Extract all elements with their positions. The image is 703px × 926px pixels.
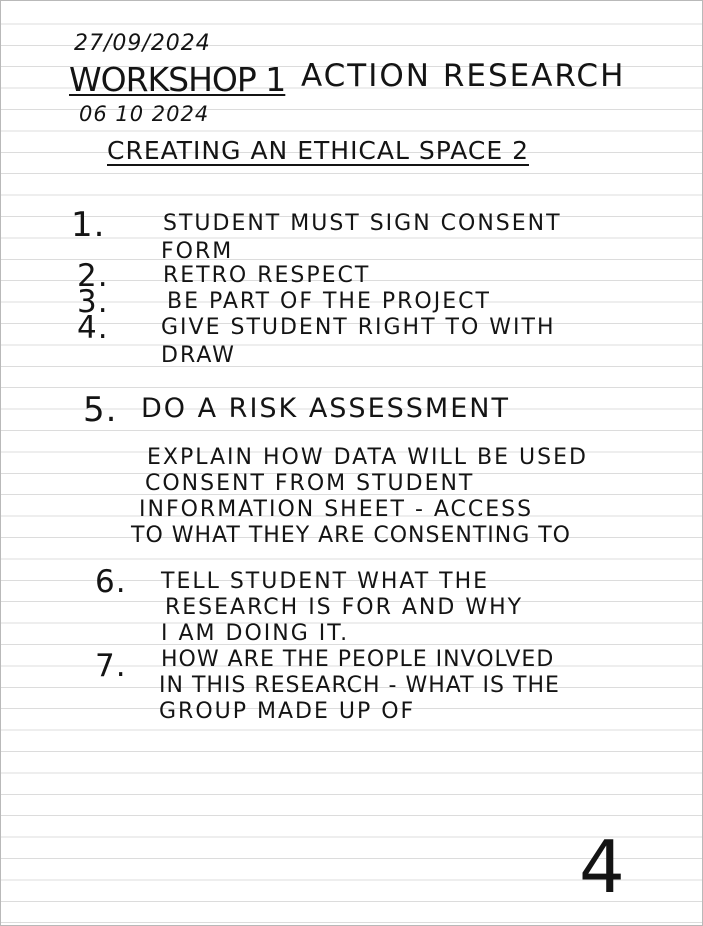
page-subtitle: CREATING AN ETHICAL SPACE 2 <box>107 136 529 165</box>
item-number: 1. <box>71 205 106 245</box>
list-item-line: BE PART OF THE PROJECT <box>167 289 491 314</box>
list-item-line: I AM DOING IT. <box>161 621 350 646</box>
list-item-line: DRAW <box>161 343 236 368</box>
date-top: 27/09/2024 <box>74 31 211 56</box>
list-item-line: GROUP MADE UP OF <box>159 699 416 724</box>
page-title: ACTION RESEARCH <box>301 58 626 94</box>
item-number: 7. <box>95 648 127 684</box>
list-item-line: CONSENT FROM STUDENT <box>145 471 475 496</box>
item-number: 2. <box>77 258 109 294</box>
list-item-line: STUDENT MUST SIGN CONSENT <box>163 211 562 236</box>
list-item-line: TO WHAT THEY ARE CONSENTING TO <box>131 523 571 548</box>
page-number: 4 <box>579 825 625 909</box>
list-item-line: TELL STUDENT WHAT THE <box>161 569 490 594</box>
list-item-line: FORM <box>161 239 234 264</box>
item-number: 6. <box>95 564 127 600</box>
list-item-line: INFORMATION SHEET - ACCESS <box>139 497 534 522</box>
list-item-line: RESEARCH IS FOR AND WHY <box>165 595 524 620</box>
list-item-line: GIVE STUDENT RIGHT TO WITH <box>161 315 556 340</box>
date-bottom: 06 10 2024 <box>79 102 210 126</box>
workshop-heading: WORKSHOP 1 <box>69 60 286 99</box>
list-item-line: DO A RISK ASSESSMENT <box>141 393 510 424</box>
list-item-line: EXPLAIN HOW DATA WILL BE USED <box>147 445 588 470</box>
list-item-line: HOW ARE THE PEOPLE INVOLVED <box>161 647 555 672</box>
list-item-line: RETRO RESPECT <box>163 263 371 288</box>
item-number: 3. <box>77 284 109 320</box>
list-item-line: IN THIS RESEARCH - WHAT IS THE <box>159 673 560 698</box>
item-number: 4. <box>77 310 109 346</box>
item-number: 5. <box>83 390 118 430</box>
